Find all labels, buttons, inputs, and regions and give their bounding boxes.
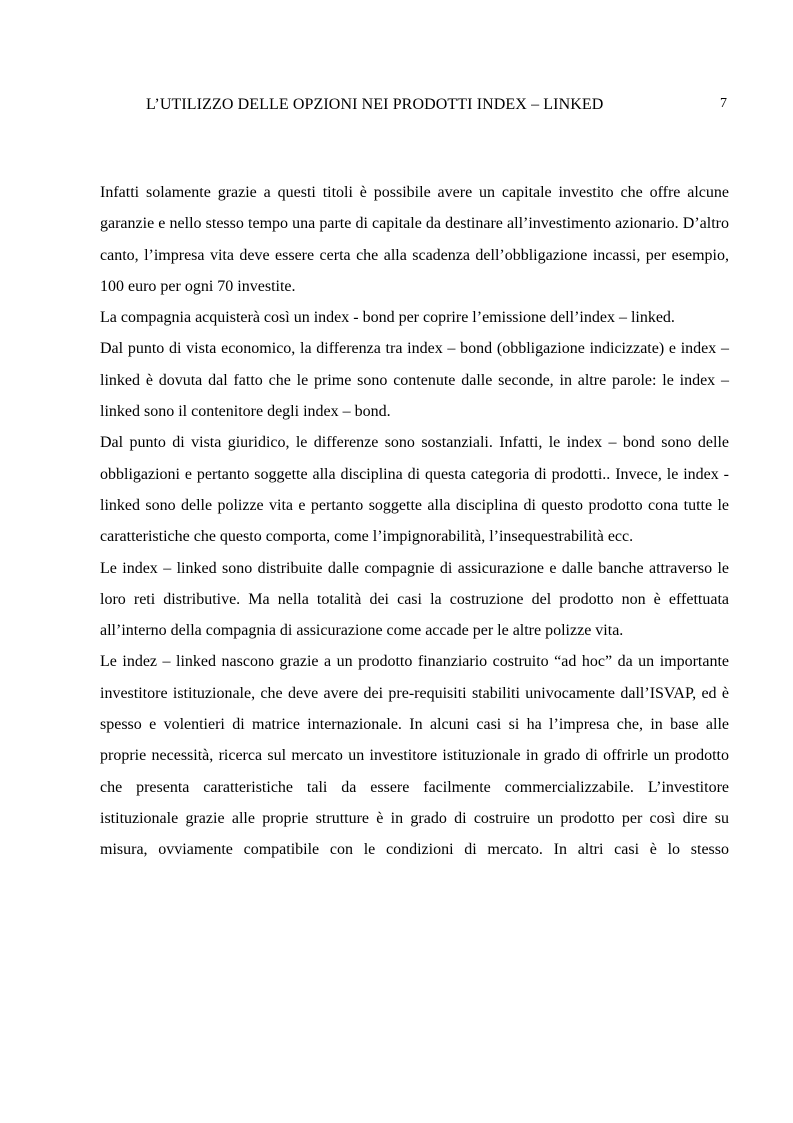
running-header-title: L’UTILIZZO DELLE OPZIONI NEI PRODOTTI INDEX – LINKED	[146, 96, 604, 113]
body-text	[100, 177, 729, 866]
paragraph: Dal punto di vista economico, la differenza tra index – bond (obbligazione indicizzate) e index – linked è dovuta dal fatto che le prime sono contenute dalle seconde, in altre parole: le index – linked sono il contenitore degli index – bond.	[100, 340, 729, 421]
page-number: 7	[720, 96, 727, 111]
paragraph: Le index – linked sono distribuite dalle compagnie di assicurazione e dalle banche attraverso le loro reti distributive. Ma nella totalità dei casi la costruzione del prodotto non è effettuata all’interno della compagnia di assicurazione come accade per le altre polizze vita.	[100, 559, 729, 640]
paragraph: Dal punto di vista giuridico, le differenze sono sostanziali. Infatti, le index – bond sono delle obbligazioni e pertanto soggette alla disciplina di questa categoria di prodotti.. Invece, le index - linked sono delle polizze vita e pertanto soggette alla disciplina di questo prodotto cona tutte le caratteristiche che questo comporta, come l’impignorabilità, l’insequestrabilità ecc.	[100, 434, 729, 546]
paragraph: La compagnia acquisterà così un index - bond per coprire l’emissione dell’index – linked.	[100, 309, 675, 327]
paragraph: Le indez – linked nascono grazie a un prodotto finanziario costruito “ad hoc” da un importante investitore istituzionale, che deve avere dei pre-requisiti stabiliti univocamente dall’ISVAP, ed è spesso e volentieri di matrice internazionale. In alcuni casi si ha l’impresa che, in base alle proprie necessità, ricerca sul mercato un investitore istituzionale in grado di offrirle un prodotto che presenta caratteristiche tali da essere facilmente commercializzabile. L’investitore istituzionale grazie alle proprie strutture è in grado di costruire un prodotto per così dire su misura, ovviamente compatibile con le condizioni di mercato. In altri casi è lo stesso	[100, 653, 729, 859]
paragraph: Infatti solamente grazie a questi titoli è possibile avere un capitale investito che offre alcune garanzie e nello stesso tempo una parte di capitale da destinare all’investimento azionario. D’altro canto, l’impresa vita deve essere certa che alla scadenza dell’obbligazione incassi, per esempio, 100 euro per ogni 70 investite.	[100, 184, 729, 295]
